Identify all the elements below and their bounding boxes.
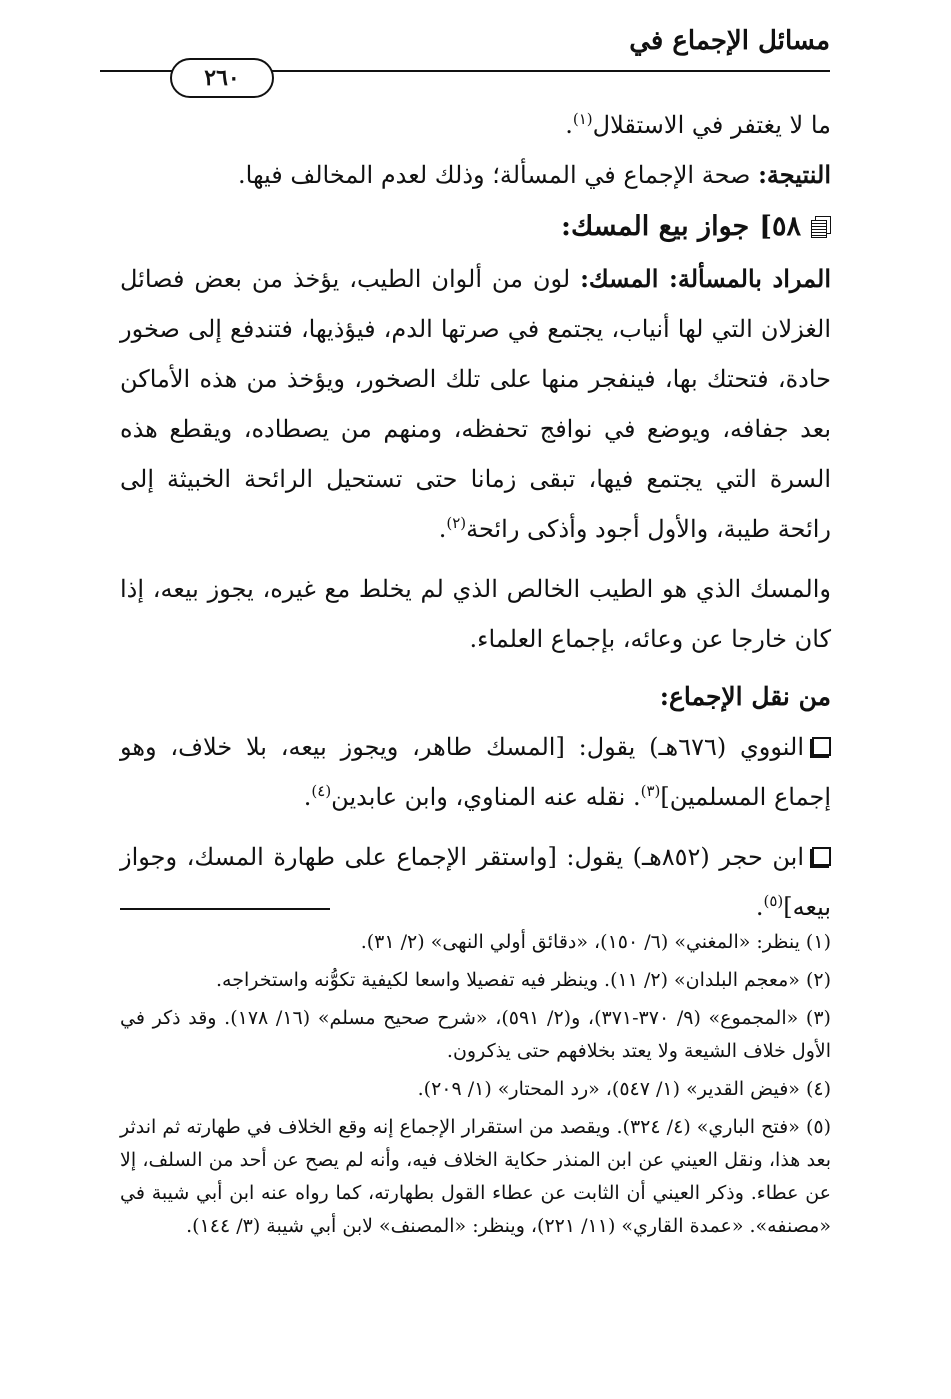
running-title: مسائل الإجماع في xyxy=(629,26,830,56)
footnote-3: (٣) «المجموع» (٩/ ٣٧٠-٣٧١)، و(٢/ ٥٩١)، «شرح صحيح مسلم» (١٦/ ١٧٨). وقد ذكر في الأول خلاف الشيعة ولا يعتد بخلافهم حتى يذكرون. xyxy=(120,1007,831,1062)
page-header xyxy=(100,22,830,92)
footnote-ref: (٤) xyxy=(311,782,332,800)
footnotes xyxy=(120,926,831,1248)
issue-title: جواز بيع المسك: xyxy=(561,211,750,242)
checkbox-bullet-icon xyxy=(812,737,831,756)
result-text: صحة الإجماع في المسألة؛ وذلك لعدم المخالف فيها. xyxy=(238,161,759,189)
footnote-separator xyxy=(120,908,330,910)
footnote-1: (١) ينظر: «المغني» (٦/ ١٥٠)، «دقائق أولي النهى» (٢/ ٣١). xyxy=(360,931,831,953)
footnote-5: (٥) «فتح الباري» (٤/ ٣٢٤). ويقصد من استقرار الإجماع إنه وقع الخلاف في طهارته ثم اندثر بعد هذا، ونقل العيني عن ابن المنذر حكاية الخلاف فيه، وأنه لم يصح عن أحد من السلف، إلا عن عطاء. وذكر العيني أن الثابت عن عطاء القول بطهارته، كما رواه عنه ابن أبي شيبة في «مصنفه». «عمدة القاري» (١١/ ٢٢١)، وينظر: «المصنف» لابن أبي شيبة (٣/ ١٤٤). xyxy=(120,1116,831,1237)
hajar-quote: ابن حجر (٨٥٢هـ) يقول: [واستقر الإجماع على طهارة المسك، وجواز بيعه]$^{(٥)}$. xyxy=(120,843,831,921)
transmitters-heading: من نقل الإجماع: xyxy=(659,682,831,711)
footnote-ref: (٥) xyxy=(763,892,784,910)
result-label: النتيجة: xyxy=(758,160,831,189)
meaning-label: المراد بالمسألة: المسك: xyxy=(580,264,831,293)
main-text xyxy=(120,100,831,932)
meaning-text: لون من ألوان الطيب، يؤخذ من بعض فصائل الغزلان التي لها أنياب، يجتمع في صرتها الدم، فيؤذيها، فتندفع إلى صخور حادة، فتحتك بها، فينفجر منها على تلك الصخور، ويؤخذ من هذه الأماكن بعد جفافه، ويوضع في نوافج تحفظه، ومنهم من يصطاده، ويقطع هذه السرة التي يجتمع فيها، تبقى زمانا حتى تستحيل الرائحة الخبيثة إلى رائحة طيبة، والأول أجود وأذكى رائحة xyxy=(120,265,831,543)
footnote-ref: (٢) xyxy=(446,514,467,532)
checkbox-bullet-icon xyxy=(812,847,831,866)
meaning-paragraph: المراد بالمسألة: المسك: لون من ألوان الطيب، يؤخذ من بعض فصائل الغزلان التي لها أنياب، يجتمع في صرتها الدم، فيؤذيها، فتندفع إلى صخور حادة، فتحتك بها، فينفجر منها على تلك الصخور، ويؤخذ من هذه الأماكن بعد جفافه، ويوضع في نوافج تحفظه، ومنهم من يصطاده، ويقطع هذه السرة التي يجتمع فيها، تبقى زمانا حتى تستحيل الرائحة الخبيثة إلى رائحة طيبة، والأول أجود وأذكى رائحة$^{(٢)}$. xyxy=(120,264,831,543)
footnote-2: (٢) «معجم البلدان» (٢/ ١١). وينظر فيه تفصيلا واسعا لكيفية تكوُّنه واستخراجه. xyxy=(216,969,831,991)
footnote-4: (٤) «فيض القدير» (١/ ٥٤٧)، «رد المحتار» (١/ ٢٠٩). xyxy=(417,1078,831,1100)
page-number: ٢٦٠ xyxy=(170,58,274,98)
document-icon xyxy=(811,216,831,238)
issue-heading xyxy=(120,202,831,252)
continuation-line: ما لا يغتفر في الاستقلال$^{(١)}$. xyxy=(565,110,831,139)
footnote-ref: (٣) xyxy=(640,782,661,800)
footnote-ref: (١) xyxy=(572,110,593,128)
ruling-paragraph: والمسك الذي هو الطيب الخالص الذي لم يخلط مع غيره، يجوز بيعه، إذا كان خارجا عن وعائه، بإجماع العلماء. xyxy=(120,575,831,653)
issue-number: ٥٨] xyxy=(759,211,801,242)
result-paragraph xyxy=(120,150,831,200)
nawawi-quote: النووي (٦٧٦هـ) يقول: [المسك طاهر، ويجوز بيعه، بلا خلاف، وهو إجماع المسلمين]$^{(٣)}$. نقله عنه المناوي، وابن عابدين$^{(٤)}$. xyxy=(120,733,831,811)
